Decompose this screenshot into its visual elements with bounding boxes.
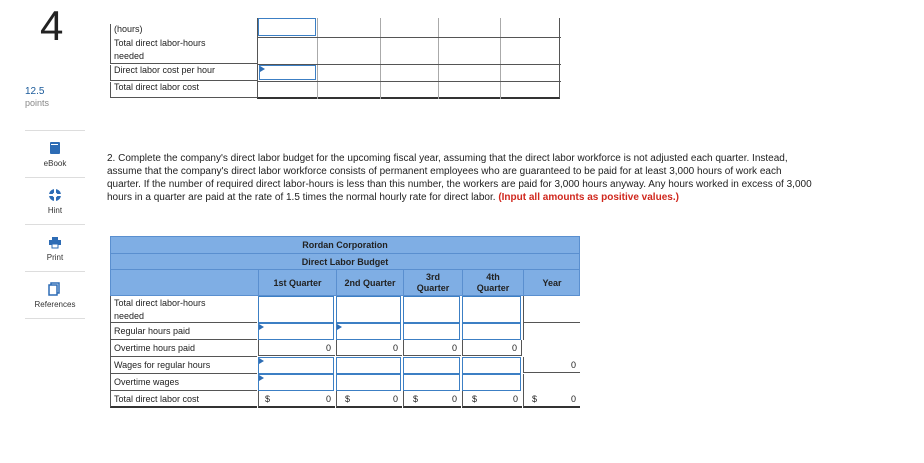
hint-icon	[46, 187, 64, 203]
total-cost-q2-value: 0	[392, 393, 398, 404]
currency-symbol: $	[265, 393, 271, 404]
hint-button[interactable]	[25, 178, 85, 225]
regular-wages-input-q3[interactable]	[403, 357, 460, 374]
total-cost-q3	[403, 391, 461, 408]
hint-label: Hint	[47, 206, 63, 215]
budget-company-header: Rordan Corporation	[110, 236, 580, 254]
overtime-hours-q1: 0	[258, 340, 335, 356]
resource-rail	[25, 130, 85, 319]
prev-row-hours-label: (hours)	[110, 24, 257, 38]
year-regular-hours-cell	[523, 323, 580, 340]
hours-needed-input-q4[interactable]	[462, 296, 521, 323]
currency-symbol: $	[345, 393, 351, 404]
regular-hours-input-q1[interactable]	[258, 323, 334, 340]
overtime-wages-input-q2[interactable]	[336, 374, 401, 391]
total-cost-q3-value: 0	[451, 393, 457, 404]
row-regular-wages-label: Wages for regular hours	[110, 357, 257, 374]
total-cost-q1	[258, 391, 335, 408]
book-icon	[46, 140, 64, 156]
hours-needed-input-q3[interactable]	[403, 296, 460, 323]
question-number: 4	[40, 2, 64, 49]
overtime-wages-input-q4[interactable]	[462, 374, 521, 391]
prev-row-needed-label: needed	[110, 51, 257, 64]
row-total-hours-label: Total direct labor-hours	[110, 296, 257, 309]
col-q2: 2nd Quarter	[336, 270, 403, 296]
ebook-button[interactable]	[25, 131, 85, 178]
total-cost-q4	[462, 391, 522, 408]
prev-row-cost-per-hour-label: Direct labor cost per hour	[110, 65, 257, 81]
col-q4: 4th Quarter	[462, 270, 523, 296]
overtime-hours-q4: 0	[462, 340, 522, 356]
col-q3: 3rd Quarter	[403, 270, 462, 296]
row-overtime-hours-label: Overtime hours paid	[110, 340, 257, 357]
regular-wages-year: 0	[523, 357, 580, 373]
total-cost-q4-value: 0	[512, 393, 518, 404]
overtime-wages-input-q3[interactable]	[403, 374, 460, 391]
total-cost-q1-value: 0	[325, 393, 331, 404]
points-label: points	[25, 98, 50, 108]
regular-hours-input-q3[interactable]	[403, 323, 460, 340]
print-button[interactable]	[25, 225, 85, 272]
overtime-hours-q2: 0	[336, 340, 402, 356]
hours-needed-input-q2[interactable]	[336, 296, 401, 323]
regular-wages-input-q4[interactable]	[462, 357, 521, 374]
regular-hours-input-q2[interactable]	[336, 323, 401, 340]
total-cost-year-value: 0	[570, 393, 576, 404]
prev-row-total-cost-label: Total direct labor cost	[110, 82, 257, 98]
row-total-cost-label: Total direct labor cost	[110, 391, 257, 408]
currency-symbol: $	[532, 393, 538, 404]
budget-title-header: Direct Labor Budget	[110, 254, 580, 270]
labor-cost-per-hour-input[interactable]	[259, 65, 316, 80]
regular-hours-input-q4[interactable]	[462, 323, 521, 340]
references-label: References	[34, 300, 76, 309]
total-cost-year	[523, 391, 580, 408]
hours-needed-input-q1[interactable]	[258, 296, 334, 323]
question-text	[107, 152, 817, 204]
col-year: Year	[523, 270, 580, 296]
year-hours-cell	[523, 296, 580, 323]
prev-row-total-hours-label: Total direct labor-hours	[110, 38, 257, 51]
row-overtime-wages-label: Overtime wages	[110, 374, 257, 391]
budget-column-headers	[110, 270, 580, 296]
col-q1: 1st Quarter	[258, 270, 336, 296]
regular-wages-input-q1[interactable]	[258, 357, 334, 374]
ebook-label: eBook	[43, 159, 67, 168]
row-regular-hours-label: Regular hours paid	[110, 323, 257, 340]
regular-wages-input-q2[interactable]	[336, 357, 401, 374]
points-value: 12.5	[25, 86, 45, 97]
prev-table-grid	[257, 18, 560, 99]
overtime-hours-q3: 0	[403, 340, 461, 356]
currency-symbol: $	[413, 393, 419, 404]
references-icon	[46, 281, 64, 297]
total-cost-q2	[336, 391, 402, 408]
print-label: Print	[46, 253, 64, 262]
overtime-wages-input-q1[interactable]	[258, 374, 334, 391]
question-body: 2. Complete the company's direct labor budget for the upcoming fiscal year, assuming that the direct labor workforce is not adjusted each quarter. Instead, assume that the company's direct labor workforce consists of permanent employees who are guaranteed to be paid for at least 3,000 hours of work each quarter. If the number of required direct labor-hours is less than this number, the workers are paid for 3,000 hours anyway. Any hours worked in excess of 3,000 hours in a quarter are paid at the rate of 1.5 times the normal hourly rate for direct labor.	[107, 153, 812, 203]
row-needed-label: needed	[110, 309, 257, 323]
instruction-text: (Input all amounts as positive values.)	[498, 192, 679, 203]
print-icon	[46, 234, 64, 250]
currency-symbol: $	[472, 393, 478, 404]
references-button[interactable]	[25, 272, 85, 319]
prev-hours-input-q1[interactable]	[258, 18, 316, 36]
year-overtime-wages-cell	[523, 374, 580, 391]
